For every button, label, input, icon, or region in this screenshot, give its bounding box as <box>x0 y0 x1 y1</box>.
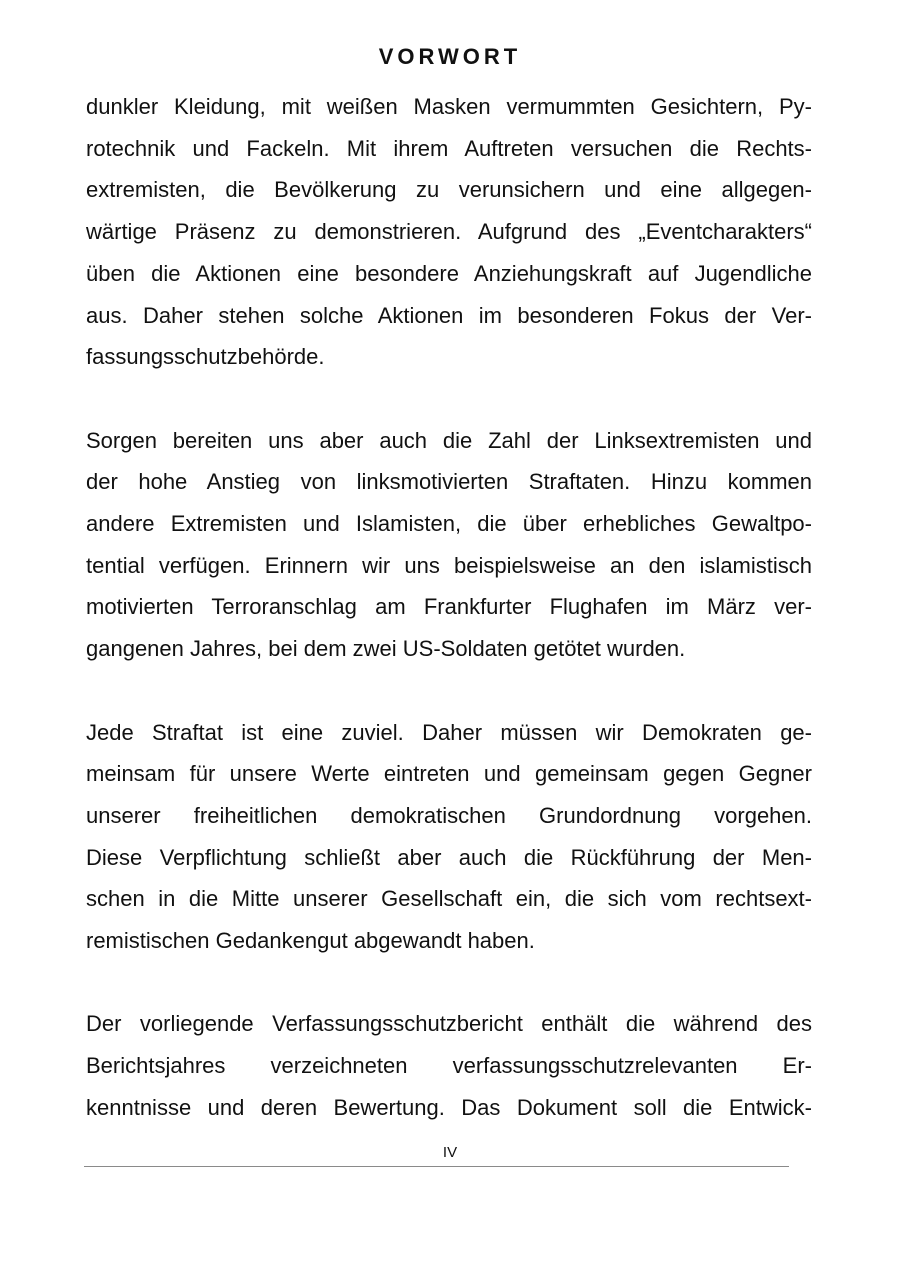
footer-divider <box>84 1166 789 1167</box>
text-line: üben die Aktionen eine besondere Anziehungskraft auf Jugendliche <box>86 260 812 286</box>
text-line: extremisten, die Bevölkerung zu verunsichern und eine allgegen- <box>86 177 812 203</box>
text-line: dunkler Kleidung, mit weißen Masken vermummten Gesichtern, Py- <box>86 94 812 119</box>
text-line: Der vorliegende Verfassungsschutzbericht enthält die während des <box>86 1011 812 1037</box>
paragraph <box>86 712 812 962</box>
text-line: remistischen Gedankengut abgewandt haben. <box>86 928 535 954</box>
text-line: fassungsschutzbehörde. <box>86 344 325 370</box>
body-text <box>86 86 812 1129</box>
text-line: Berichtsjahres verzeichneten verfassungsschutzrelevanten Er- <box>86 1053 812 1079</box>
text-line: rotechnik und Fackeln. Mit ihrem Auftreten versuchen die Rechts- <box>86 135 812 161</box>
text-line: Diese Verpflichtung schließt aber auch die Rückführung der Men- <box>86 844 812 870</box>
text-line: aus. Daher stehen solche Aktionen im besonderen Fokus der Ver- <box>86 302 812 328</box>
text-line: meinsam für unsere Werte eintreten und gemeinsam gegen Gegner <box>86 761 812 787</box>
paragraph <box>86 86 812 378</box>
page-number: IV <box>442 1144 458 1161</box>
text-line: andere Extremisten und Islamisten, die über erhebliches Gewaltpo- <box>86 511 812 537</box>
paragraph <box>86 420 812 670</box>
page-title: VORWORT <box>378 44 522 69</box>
text-line: schen in die Mitte unserer Gesellschaft ein, die sich vom rechtsext- <box>86 886 812 912</box>
text-line: gangenen Jahres, bei dem zwei US-Soldaten getötet wurden. <box>86 636 686 662</box>
text-line: kenntnisse und deren Bewertung. Das Dokument soll die Entwick- <box>86 1094 812 1120</box>
text-line: Jede Straftat ist eine zuviel. Daher müssen wir Demokraten ge- <box>86 719 812 745</box>
paragraph <box>86 1003 812 1128</box>
text-line: Sorgen bereiten uns aber auch die Zahl der Linksextremisten und <box>86 427 812 453</box>
text-line: der hohe Anstieg von linksmotivierten Straftaten. Hinzu kommen <box>86 469 812 495</box>
text-line: tential verfügen. Erinnern wir uns beispielsweise an den islamistisch <box>86 552 812 578</box>
text-line: wärtige Präsenz zu demonstrieren. Aufgrund des „Eventcharakters“ <box>86 219 812 245</box>
text-line: motivierten Terroranschlag am Frankfurter Flughafen im März ver- <box>86 594 812 620</box>
text-line: unserer freiheitlichen demokratischen Grundordnung vorgehen. <box>86 802 812 828</box>
